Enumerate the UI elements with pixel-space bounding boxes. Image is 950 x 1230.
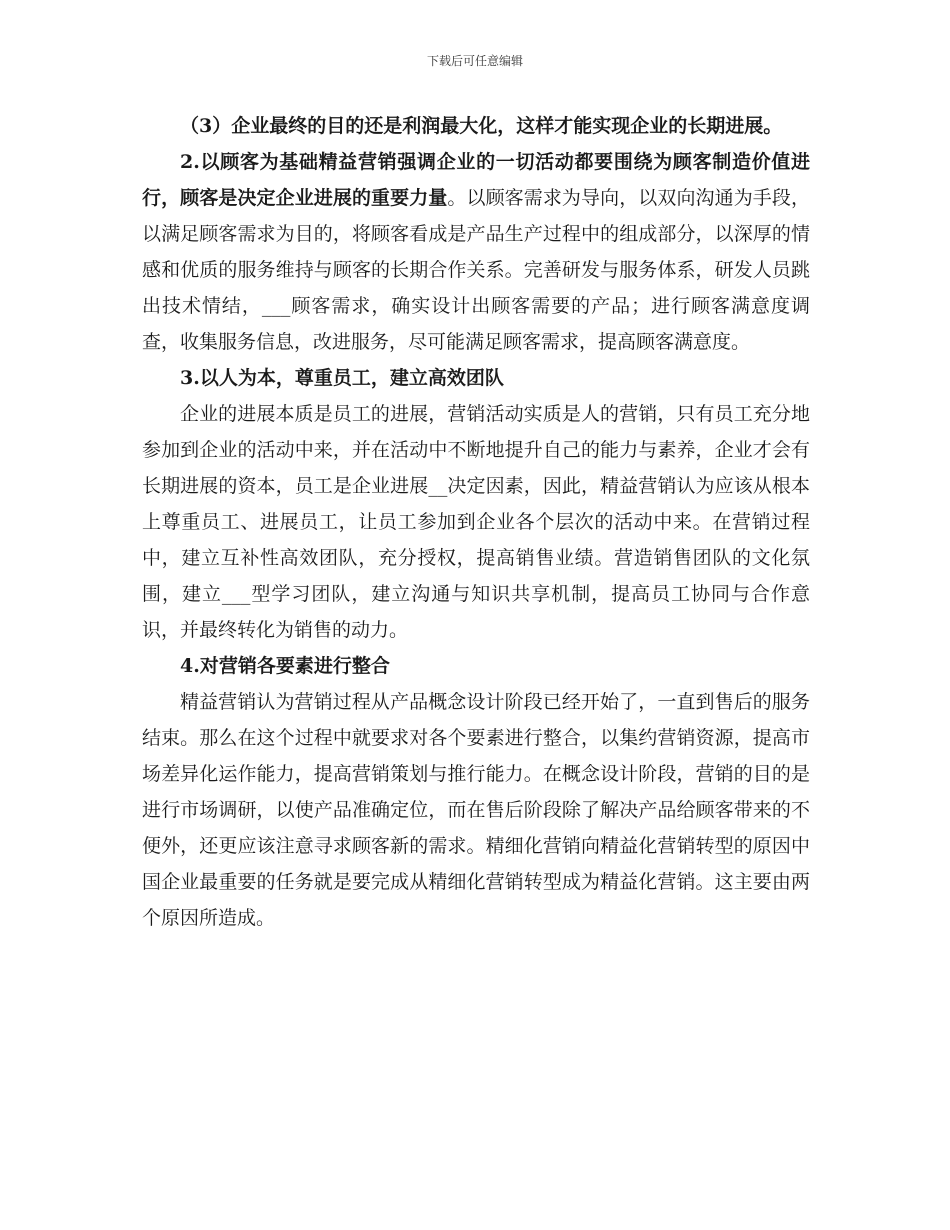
document-body: [142, 108, 810, 936]
paragraph-4-text: 企业的进展本质是员工的进展，营销活动实质是人的营销，只有员工充分地参加到企业的活动中来，并在活动中不断地提升自己的能力与素养，企业才会有长期进展的资本，员工是企业进展__决定因素，因此，精益营销认为应该从根本上尊重员工、进展员工，让员工参加到企业各个层次的活动中来。在营销过程中，建立互补性高效团队，充分授权，提高销售业绩。营造销售团队的文化氛围，建立___型学习团队，建立沟通与知识共享机制，提高员工协同与合作意识，并最终转化为销售的动力。: [142, 403, 810, 641]
page-header: 下载后可任意编辑: [426, 54, 523, 68]
paragraph-2-text: 。以顾客需求为导向，以双向沟通为手段，以满足顾客需求为目的，将顾客看成是产品生产过程中的组成部分，以深厚的情感和优质的服务维持与顾客的长期合作关系。完善研发与服务体系，研发人员跳出技术情结，___顾客需求，确实设计出顾客需要的产品；进行顾客满意度调查，收集服务信息，改进服务，尽可能满足顾客需求，提高顾客满意度。: [142, 187, 810, 353]
paragraph-2: [142, 144, 810, 360]
section-heading-3-bold: 3.以人为本，尊重员工，建立高效团队: [180, 367, 504, 389]
section-heading-4-bold: 4.对营销各要素进行整合: [180, 655, 390, 677]
paragraph-6: [142, 684, 810, 936]
section-heading-3: [142, 360, 810, 396]
section-heading-4: [142, 648, 810, 684]
paragraph-6-text: 精益营销认为营销过程从产品概念设计阶段已经开始了，一直到售后的服务结束。那么在这个过程中就要求对各个要素进行整合，以集约营销资源，提高市场差异化运作能力，提高营销策划与推行能力。在概念设计阶段，营销的目的是进行市场调研，以使产品准确定位，而在售后阶段除了解决产品给顾客带来的不便外，还更应该注意寻求顾客新的需求。精细化营销向精益化营销转型的原因中国企业最重要的任务就是要完成从精细化营销转型成为精益化营销。这主要由两个原因所造成。: [142, 691, 810, 929]
paragraph-4: [142, 396, 810, 648]
paragraph-2-bold: 2.以顾客为基础精益营销强调企业的一切活动都要围绕为顾客制造价值进行，顾客是决定企业进展的重要力量: [142, 151, 810, 209]
paragraph-1: [142, 108, 810, 144]
paragraph-1-bold: （3）企业最终的目的还是利润最大化，这样才能实现企业的长期进展。: [180, 115, 783, 137]
